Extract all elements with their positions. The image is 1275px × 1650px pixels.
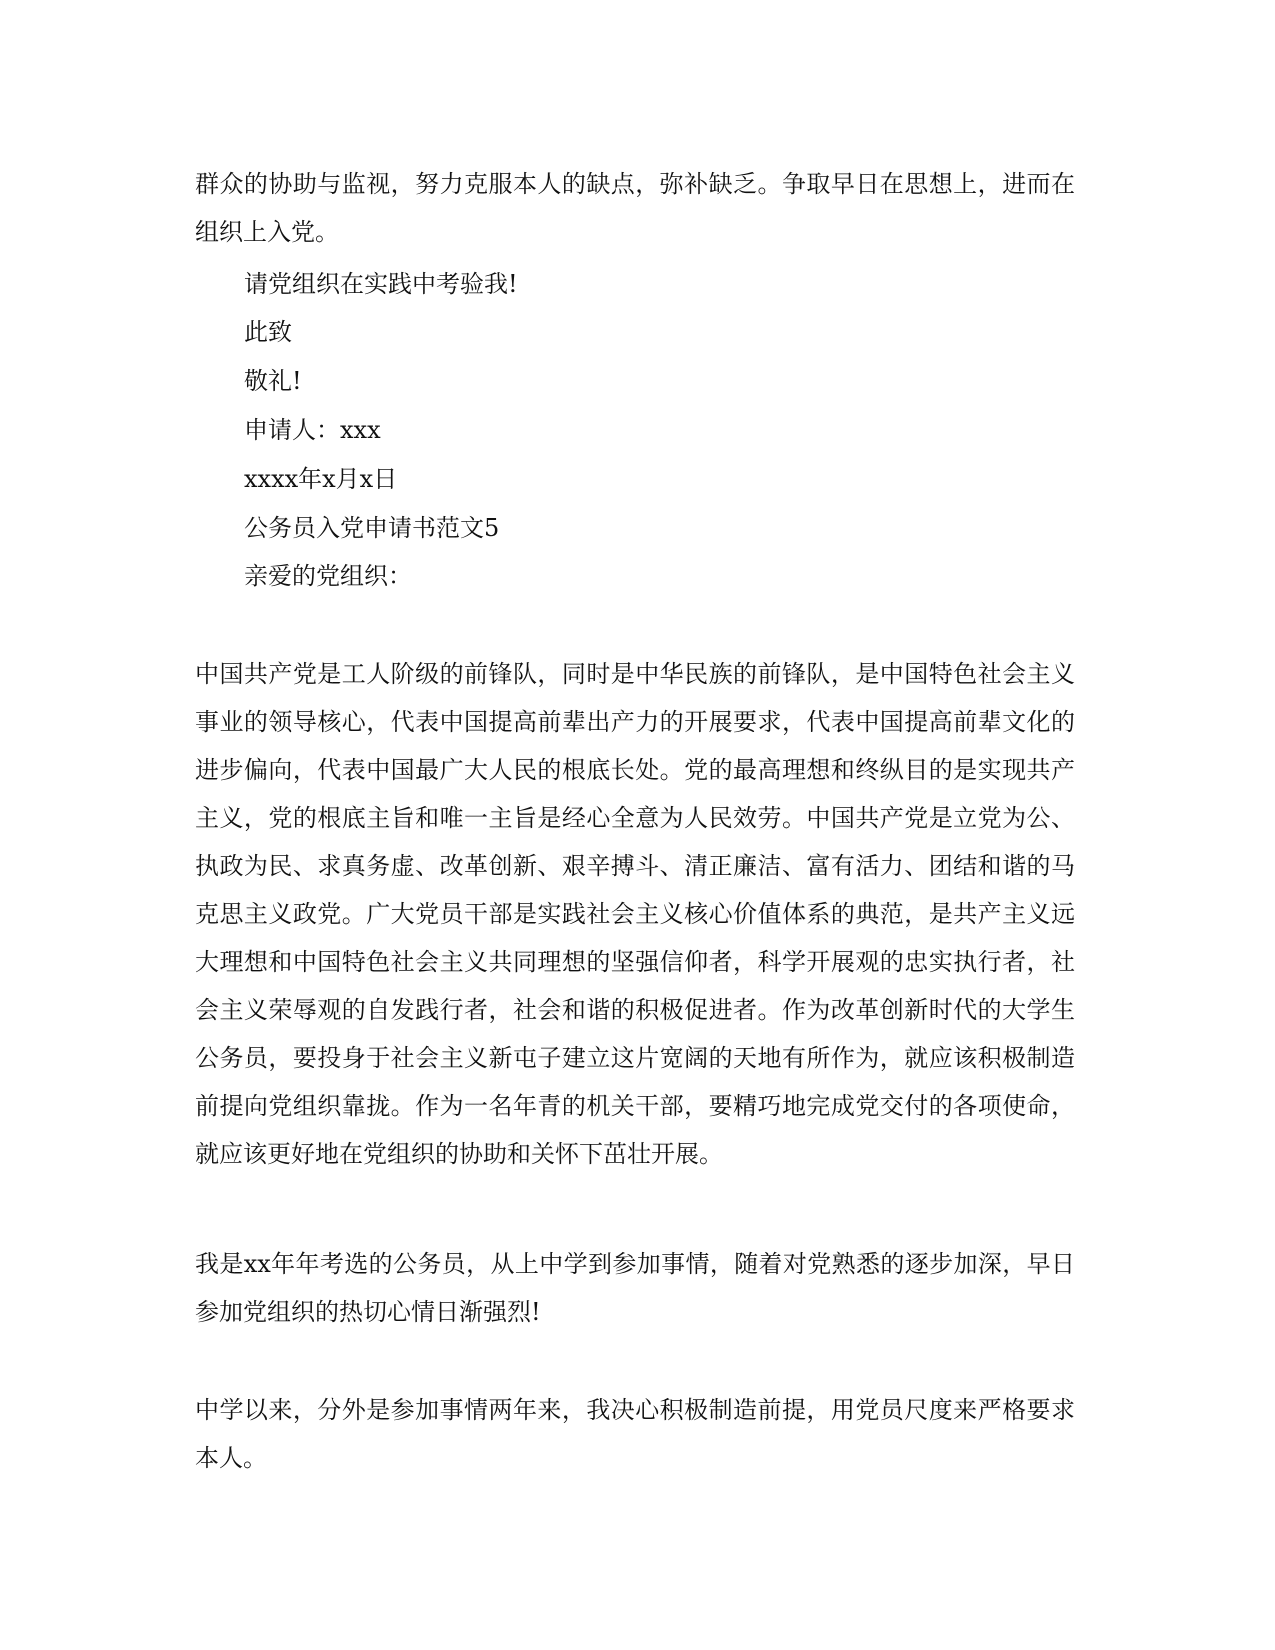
intro-paragraph: 群众的协助与监视，努力克服本人的缺点，弥补缺乏。争取早日在思想上，进而在组织上入党。	[195, 170, 1075, 246]
closing-cizhi: 此致	[244, 318, 292, 346]
request-line: 请党组织在实践中考验我!	[244, 270, 518, 298]
closing-jingli: 敬礼!	[244, 367, 302, 395]
date-line: xxxx年x月x日	[244, 465, 398, 493]
body-paragraph-3: 中学以来，分外是参加事情两年来，我决心积极制造前提，用党员尺度来严格要求本人。	[195, 1396, 1075, 1472]
salutation: 亲爱的党组织：	[244, 562, 412, 590]
section-title: 公务员入党申请书范文5	[244, 514, 500, 542]
applicant-line: 申请人：xxx	[244, 416, 381, 444]
body-paragraph-2: 我是xx年年考选的公务员，从上中学到参加事情，随着对党熟悉的逐步加深，早日参加党组织的热切心情日渐强烈!	[195, 1250, 1075, 1326]
body-paragraph-1: 中国共产党是工人阶级的前锋队，同时是中华民族的前锋队，是中国特色社会主义事业的领导核心，代表中国提高前辈出产力的开展要求，代表中国提高前辈文化的进步偏向，代表中国最广大人民的根底长处。党的最高理想和终纵目的是实现共产主义，党的根底主旨和唯一主旨是经心全意为人民效劳。中国共产党是立党为公、执政为民、求真务虚、改革创新、艰辛搏斗、清正廉洁、富有活力、团结和谐的马克思主义政党。广大党员干部是实践社会主义核心价值体系的典范，是共产主义远大理想和中国特色社会主义共同理想的坚强信仰者，科学开展观的忠实执行者，社会主义荣辱观的自发践行者，社会和谐的积极促进者。作为改革创新时代的大学生公务员，要投身于社会主义新屯子建立这片宽阔的天地有所作为，就应该积极制造前提向党组织靠拢。作为一名年青的机关干部，要精巧地完成党交付的各项使命，就应该更好地在党组织的协助和关怀下茁壮开展。	[195, 660, 1075, 1168]
